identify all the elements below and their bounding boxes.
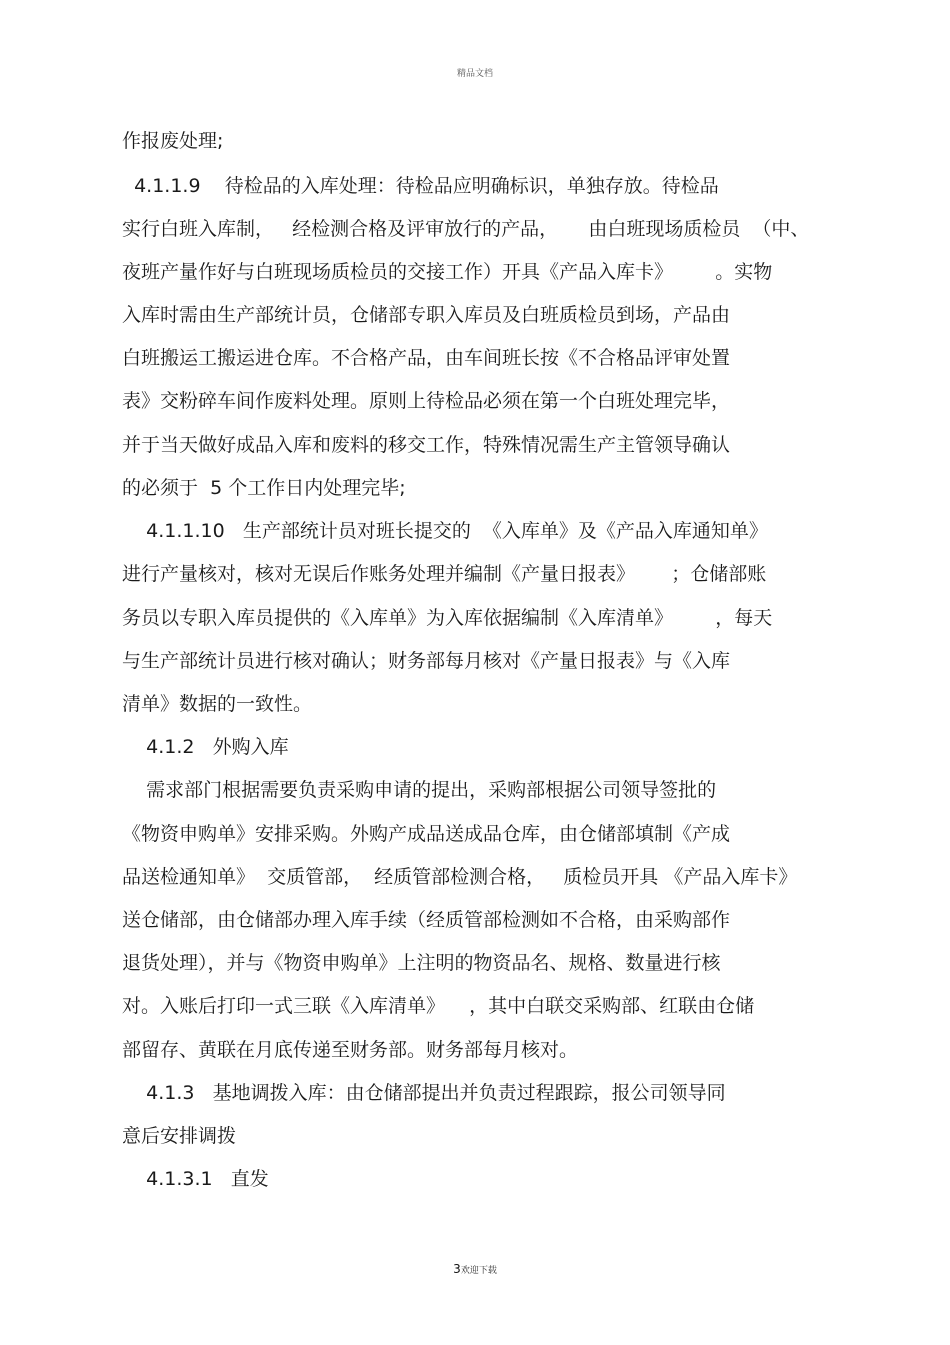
page-footer — [0, 1262, 950, 1276]
text-line: 务员以专职入库员提供的《入库单》为入库依据编制《入库清单》 ，每天 — [122, 607, 773, 629]
footer-text: 欢迎下载 — [460, 1266, 497, 1276]
text-line: 进行产量核对，核对无误后作账务处理并编制《产量日报表》 ；仓储部账 — [122, 563, 767, 585]
text-line: 4.1.3.1 直发 — [122, 1168, 269, 1190]
text-line: 4.1.3 基地调拨入库：由仓储部提出并负责过程跟踪，报公司领导同 — [122, 1082, 726, 1104]
text-line: 表》交粉碎车间作废料处理。原则上待检品必须在第一个白班处理完毕， — [122, 390, 731, 412]
text-line: 《物资申购单》安排采购。外购产成品送成品仓库，由仓储部填制《产成 — [122, 823, 731, 845]
text-line: 对。入账后打印一式三联《入库清单》 ，其中白联交采购部、红联由仓储 — [122, 995, 755, 1017]
text-line: 白班搬运工搬运进仓库。不合格产品，由车间班长按《不合格品评审处置 — [122, 347, 731, 369]
text-line: 需求部门根据需要负责采购申请的提出，采购部根据公司领导签批的 — [122, 779, 717, 801]
text-line: 并于当天做好成品入库和废料的移交工作，特殊情况需生产主管领导确认 — [122, 434, 731, 456]
text-line: 意后安排调拨 — [122, 1125, 237, 1147]
page-header: 精品文档 — [456, 69, 493, 79]
text-line: 部留存、黄联在月底传递至财务部。财务部每月核对。 — [122, 1039, 579, 1061]
text-line: 退货处理），并与《物资申购单》上注明的物资品名、规格、数量进行核 — [122, 952, 721, 974]
text-line: 送仓储部，由仓储部办理入库手续（经质管部检测如不合格，由采购部作 — [122, 909, 731, 931]
text-line: 夜班产量作好与白班现场质检员的交接工作）开具《产品入库卡》 。实物 — [122, 261, 773, 283]
text-line: 实行白班入库制， 经检测合格及评审放行的产品， 由白班现场质检员 （中、 — [122, 218, 810, 240]
text-line: 入库时需由生产部统计员，仓储部专职入库员及白班质检员到场，产品由 — [122, 304, 731, 326]
text-line: 与生产部统计员进行核对确认；财务部每月核对《产量日报表》与《入库 — [122, 650, 731, 672]
text-line: 品送检通知单》 交质管部， 经质管部检测合格， 质检员开具 《产品入库卡》 — [122, 866, 798, 888]
page-number: 3 — [453, 1262, 461, 1276]
text-line: 4.1.2 外购入库 — [122, 736, 289, 758]
text-line: 清单》数据的一致性。 — [122, 693, 313, 715]
text-line: 的必须于 5 个工作日内处理完毕; — [122, 477, 406, 499]
text-line: 4.1.1.9 待检品的入库处理：待检品应明确标识，单独存放。待检品 — [122, 175, 719, 197]
text-line: 作报废处理; — [122, 130, 224, 152]
text-line: 4.1.1.10 生产部统计员对班长提交的 《入库单》及《产品入库通知单》 — [122, 520, 768, 542]
